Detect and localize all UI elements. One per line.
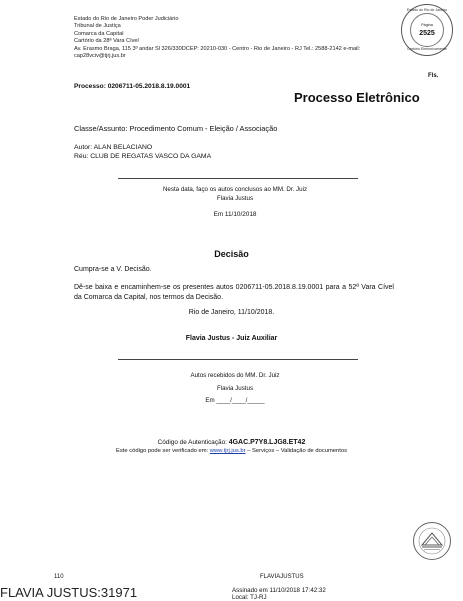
page-seal — [401, 4, 453, 56]
seal-ring-text-bottom: Cartório Eletronicamente — [407, 47, 447, 51]
seal-page-label: Página — [421, 23, 433, 27]
fls-label: Fls. — [428, 73, 439, 79]
conclusion-note — [120, 186, 350, 204]
header-line: Av. Erasmo Braga, 115 3º andar Sl 326/330DCEP: 20210-030 - Centro - Rio de Janeiro - RJ Tel.: 2588-2142 e-mail: — [74, 45, 361, 52]
parties — [74, 144, 211, 161]
place-date: Rio de Janeiro, 11/10/2018. — [188, 309, 275, 316]
signature-stamp: FLAVIA JUSTUS:31971 — [0, 585, 138, 600]
divider — [118, 178, 358, 179]
conclusion-date: Em 11/10/2018 — [213, 211, 257, 218]
authentication-code — [0, 439, 463, 446]
verify-prefix: Este código pode ser verificado em: — [116, 448, 209, 454]
auth-label: Código de Autenticação: — [157, 439, 227, 446]
class-subject: Classe/Assunto: Procedimento Comum - Eleição / Associação — [74, 124, 278, 133]
header-line: Estado do Rio de Janeiro Poder Judiciário — [74, 16, 179, 22]
verify-suffix: – Serviços – Validação de documentos — [247, 448, 347, 454]
signed-location: Local: TJ-RJ — [232, 594, 267, 601]
conclusion-line: Nesta data, faço os autos conclusos ao MM. Dr. Juiz — [162, 186, 308, 193]
decision-paragraph: Dê-se baixa e encaminhem-se os presentes autos 0206711-05.2018.8.19.0001 para a 52ª Vara Cível da Comarca da Capital, nos termos da Decisão. — [74, 284, 394, 301]
judge-signature: Flavia Justus - Juiz Auxiliar — [185, 335, 278, 342]
defendant: Réu: CLUB DE REGATAS VASCO DA GAMA — [74, 152, 212, 160]
plaintiff: Autor: ALAN BELACIANO — [74, 144, 153, 151]
court-emblem-icon — [412, 521, 452, 561]
verification-note — [0, 448, 463, 454]
footer-page-number: 110 — [54, 574, 64, 580]
header-line: cap28vciv@tjrj.jus.br — [74, 53, 126, 60]
decision-paragraph: Cumpra-se a V. Decisão. — [74, 266, 152, 273]
footer-user: FLAVIAJUSTUS — [260, 574, 304, 580]
page-title: Processo Eletrônico — [294, 90, 420, 105]
decision-title: Decisão — [214, 249, 249, 259]
conclusion-judge: Flavia Justus — [216, 194, 254, 202]
receipt-judge: Flavia Justus — [216, 384, 254, 392]
receipt-date: Em ____/____/_____ — [205, 397, 265, 404]
seal-ring-text-top: Estado do Rio de Janeiro — [406, 8, 448, 12]
signed-date: Assinado em 11/10/2018 17:42:32 — [232, 587, 326, 594]
verify-link[interactable]: www.tjrj.jus.br — [209, 448, 246, 454]
header-line: Comarca da Capital — [74, 30, 124, 37]
receipt-note — [120, 370, 350, 408]
seal-page-number: 2525 — [419, 30, 435, 37]
signed-info — [232, 587, 326, 601]
receipt-line: Autos recebidos do MM. Dr. Juiz — [190, 372, 280, 379]
header-line: Tribunal de Justiça — [74, 23, 121, 30]
auth-code: 4GAC.P7Y8.LJG8.ET42 — [228, 439, 306, 446]
process-number: Processo: 0206711-05.2018.8.19.0001 — [74, 83, 191, 90]
header-line: Cartório da 28ª Vara Cível — [74, 38, 139, 45]
court-header — [74, 16, 360, 60]
divider — [118, 359, 358, 360]
